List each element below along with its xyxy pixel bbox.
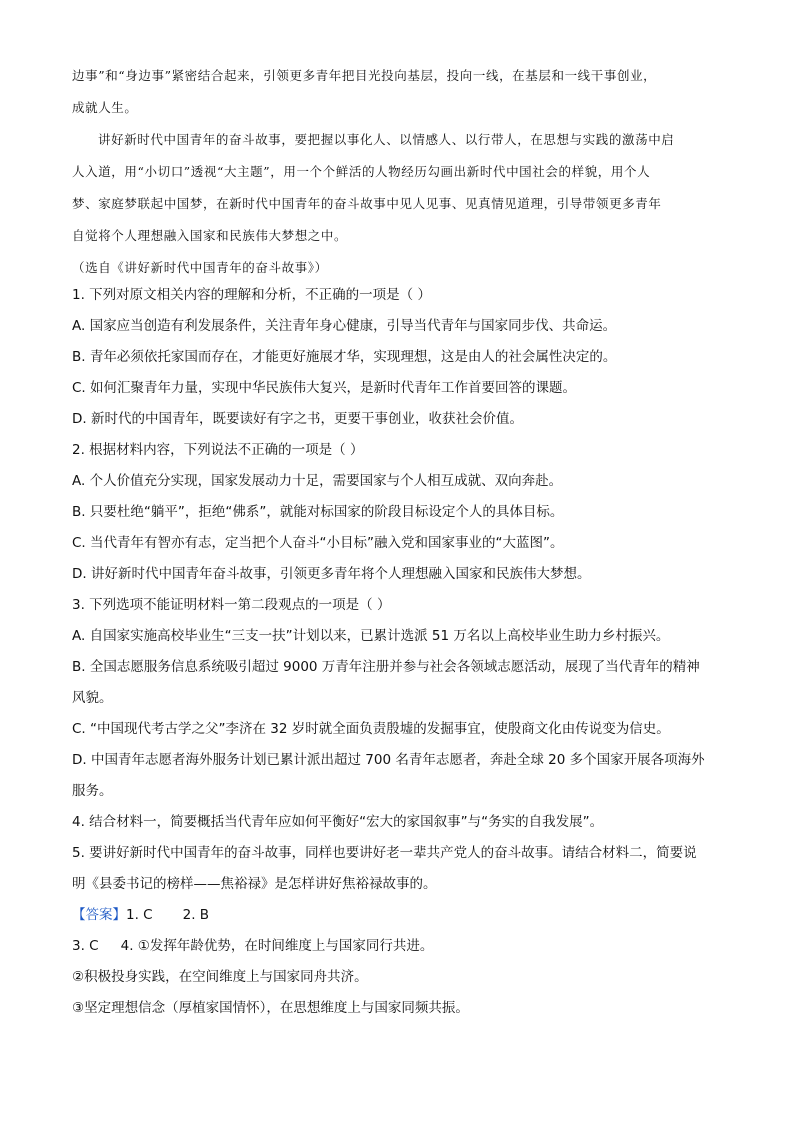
question-3-option-b: B. 全国志愿服务信息系统吸引超过 9000 万青年注册并参与社会各领域志愿活动，展现了当代青年的精神	[72, 659, 700, 675]
passage-line: 边事”和“身边事”紧密结合起来，引领更多青年把目光投向基层，投向一线，在基层和一线干事创业，	[72, 68, 657, 83]
question-list	[72, 280, 732, 1024]
question-1-option-b: B. 青年必须依托家国而存在，才能更好施展才华，实现理想，这是由人的社会属性决定的。	[72, 349, 617, 365]
question-2-option-c: C. 当代青年有智亦有志，定当把个人奋斗“小目标”融入党和国家事业的“大蓝图”。	[72, 535, 564, 551]
question-2-option-a: A. 个人价值充分实现，国家发展动力十足，需要国家与个人相互成就、双向奔赴。	[72, 473, 563, 489]
passage-source: （选自《讲好新时代中国青年的奋斗故事》）	[72, 260, 328, 275]
question-5: 5. 要讲好新时代中国青年的奋斗故事，同样也要讲好老一辈共产党人的奋斗故事。请结合材料二，简要说	[72, 845, 697, 861]
question-2-stem: 2. 根据材料内容，下列说法不正确的一项是（ ）	[72, 442, 364, 458]
question-4: 4. 结合材料一，简要概括当代青年应如何平衡好“宏大的家国叙事”与“务实的自我发展”。	[72, 814, 604, 830]
answer-4-point-1: 4. ①发挥年龄优势，在时间维度上与国家同行共进。	[120, 938, 434, 954]
question-2-option-b: B. 只要杜绝“躺平”，拒绝“佛系”，就能对标国家的阶段目标设定个人的具体目标。	[72, 504, 564, 520]
answer-line-2	[72, 931, 732, 962]
answer-label: 【答案】	[72, 907, 126, 923]
passage-line: 梦、家庭梦联起中国梦，在新时代中国青年的奋斗故事中见人见事、见真情见道理，引导带领更多青年	[72, 196, 662, 211]
answer-4-point-2: ②积极投身实践，在空间维度上与国家同舟共济。	[72, 969, 368, 985]
question-3-option-c: C. “中国现代考古学之父”李济在 32 岁时就全面负责殷墟的发掘事宜，使殷商文化由传说变为信史。	[72, 721, 670, 737]
question-2-option-d: D. 讲好新时代中国青年奋斗故事，引领更多青年将个人理想融入国家和民族伟大梦想。	[72, 566, 591, 582]
question-1-option-c: C. 如何汇聚青年力量，实现中华民族伟大复兴，是新时代青年工作首要回答的课题。	[72, 380, 577, 396]
passage-line: 成就人生。	[72, 100, 138, 115]
answer-line-1	[72, 900, 732, 931]
question-1-option-a: A. 国家应当创造有利发展条件，关注青年身心健康，引导当代青年与国家同步伐、共命运。	[72, 318, 617, 334]
question-1-option-d: D. 新时代的中国青年，既要读好有字之书，更要干事创业，收获社会价值。	[72, 411, 523, 427]
passage-line: 自觉将个人理想融入国家和民族伟大梦想之中。	[72, 228, 348, 243]
question-3-option-b-cont: 风貌。	[72, 690, 113, 706]
question-1-stem: 1. 下列对原文相关内容的理解和分析，不正确的一项是（ ）	[72, 287, 431, 303]
question-5-cont: 明《县委书记的榜样——焦裕禄》是怎样讲好焦裕禄故事的。	[72, 876, 437, 892]
passage-text	[72, 60, 724, 284]
question-3-option-d: D. 中国青年志愿者海外服务计划已累计派出超过 700 名青年志愿者，奔赴全球 20 多个国家开展各项海外	[72, 752, 705, 768]
answer-3: 3. C	[72, 938, 99, 954]
answer-1: 1. C	[126, 907, 153, 923]
question-3-option-a: A. 自国家实施高校毕业生“三支一扶”计划以来，已累计选派 51 万名以上高校毕业生助力乡村振兴。	[72, 628, 670, 644]
answer-2: 2. B	[182, 907, 210, 923]
answer-4-point-3: ③坚定理想信念（厚植家国情怀），在思想维度上与国家同频共振。	[72, 1000, 469, 1016]
question-3-option-d-cont: 服务。	[72, 783, 113, 799]
passage-line: 讲好新时代中国青年的奋斗故事，要把握以事化人、以情感人、以行带人，在思想与实践的激荡中启	[98, 132, 675, 147]
passage-line: 人入道，用“小切口”透视“大主题”，用一个个鲜活的人物经历勾画出新时代中国社会的样貌，用个人	[72, 164, 651, 179]
question-3-stem: 3. 下列选项不能证明材料一第二段观点的一项是（ ）	[72, 597, 391, 613]
